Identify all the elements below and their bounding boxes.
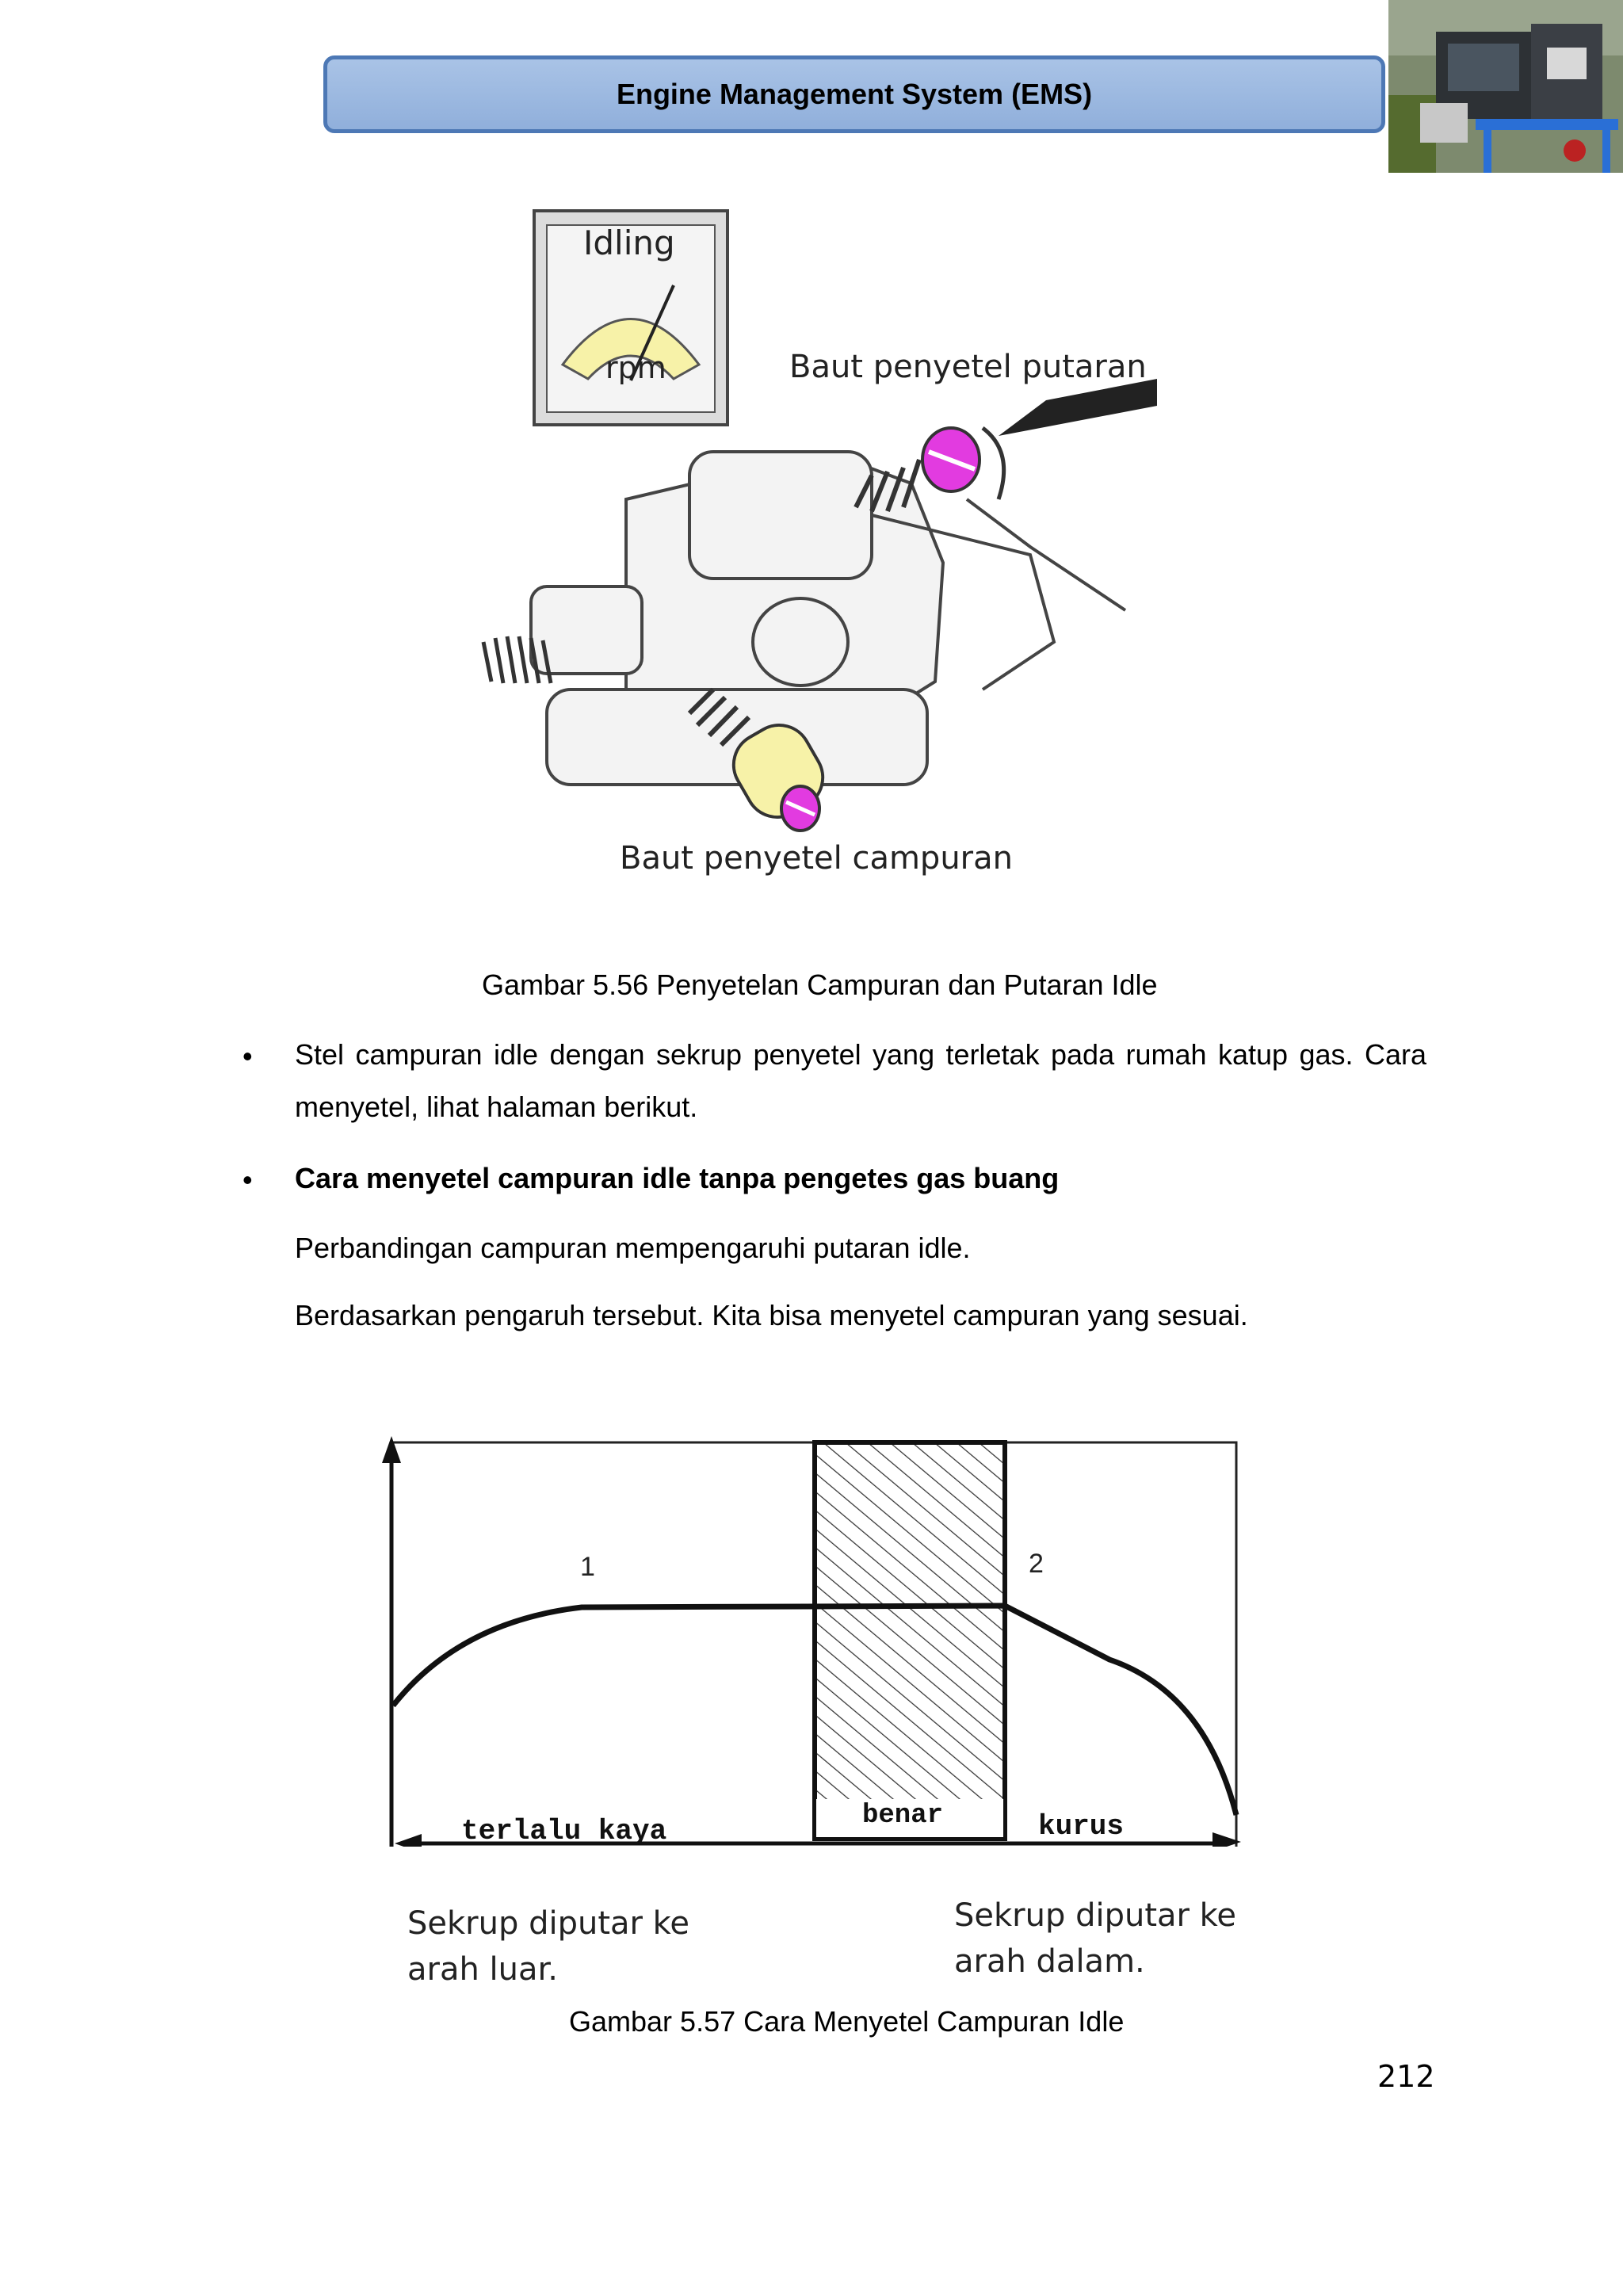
note-left-line-2: arah luar. [407, 1951, 558, 1988]
page-number: 212 [1377, 2059, 1435, 2094]
mixture-curve-diagram [372, 1419, 1260, 1847]
gauge-unit: rpm [605, 350, 666, 385]
chapter-title: Engine Management System (EMS) [616, 78, 1093, 110]
note-right-line-2: arah dalam. [954, 1943, 1145, 1980]
figure-5-56-caption: Gambar 5.56 Penyetelan Campuran dan Putaran Idle [482, 968, 1158, 1001]
mixture-curve-figure [372, 1419, 1260, 1847]
carburetor-figure [428, 198, 1173, 911]
chapter-header [323, 55, 1385, 133]
figure-5-57-caption: Gambar 5.57 Cara Menyetel Campuran Idle [569, 2005, 1125, 2038]
note-left-line-1: Sekrup diputar ke [407, 1905, 690, 1942]
carburetor-illustration [428, 198, 1173, 911]
y-axis-arrow-icon [382, 1436, 401, 1463]
zone-correct-label: benar [862, 1801, 944, 1831]
bullet-1-text: Stel campuran idle dengan sekrup penyetel yang terletak pada rumah katup gas. Cara menyetel, lihat halaman berikut. [295, 1038, 1426, 1123]
curve-point-1-label: 1 [580, 1552, 595, 1582]
bullet-2-heading: Cara menyetel campuran idle tanpa pengetes gas buang [295, 1162, 1060, 1194]
zone-rich-label: terlalu kaya [461, 1815, 667, 1847]
bullet-marker: • [242, 1163, 253, 1196]
curve-point-2-label: 2 [1029, 1549, 1044, 1579]
label-idle-mixture-screw: Baut penyetel campuran [620, 840, 1013, 877]
note-right-line-1: Sekrup diputar ke [954, 1897, 1237, 1934]
paragraph-2: Berdasarkan pengaruh tersebut. Kita bisa menyetel campuran yang sesuai. [295, 1299, 1248, 1331]
pointer-arrow-icon [999, 379, 1157, 436]
bullet-marker: • [242, 1040, 253, 1072]
gauge-title: Idling [583, 223, 675, 262]
correct-zone-hatch [815, 1442, 1005, 1815]
label-idle-speed-screw: Baut penyetel putaran [789, 349, 1147, 385]
engine-trainer-photo [1388, 0, 1623, 173]
left-arrow-icon [395, 1834, 422, 1847]
paragraph-1: Perbandingan campuran mempengaruhi putaran idle. [295, 1232, 971, 1264]
zone-lean-label: kurus [1038, 1810, 1125, 1843]
carburetor-body [531, 452, 1125, 785]
